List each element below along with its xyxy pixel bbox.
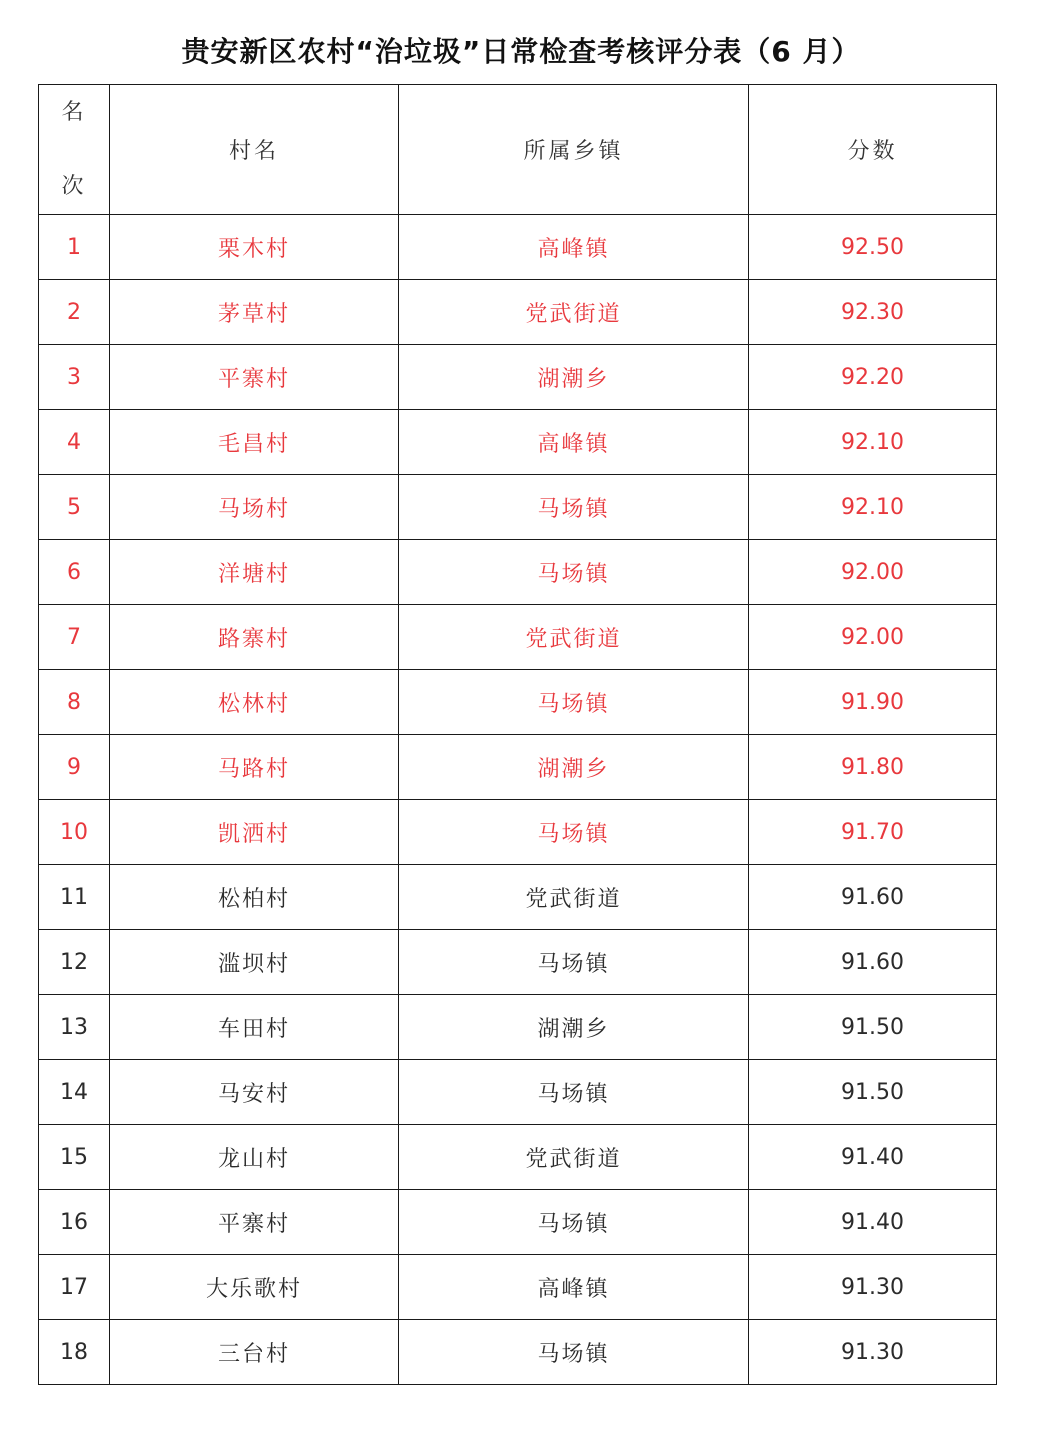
rank-cell: 16 (39, 1190, 110, 1255)
score-cell: 91.50 (749, 1060, 997, 1125)
table-row (39, 475, 997, 540)
township-cell: 马场镇 (399, 1060, 749, 1125)
rank-cell: 13 (39, 995, 110, 1060)
village-cell: 松林村 (110, 670, 399, 735)
table-row (39, 1125, 997, 1190)
rank-cell: 2 (39, 280, 110, 345)
header-rank-line1: 名 (61, 99, 87, 125)
village-cell: 毛昌村 (110, 410, 399, 475)
township-cell: 湖潮乡 (399, 735, 749, 800)
township-cell: 党武街道 (399, 605, 749, 670)
village-cell: 平寨村 (110, 1190, 399, 1255)
village-cell: 洋塘村 (110, 540, 399, 605)
rank-cell: 8 (39, 670, 110, 735)
village-cell: 大乐歌村 (110, 1255, 399, 1320)
score-cell: 92.30 (749, 280, 997, 345)
rank-cell: 11 (39, 865, 110, 930)
rank-cell: 1 (39, 215, 110, 280)
score-cell: 91.60 (749, 930, 997, 995)
rank-cell: 10 (39, 800, 110, 865)
township-cell: 湖潮乡 (399, 995, 749, 1060)
village-cell: 马安村 (110, 1060, 399, 1125)
score-cell: 91.40 (749, 1125, 997, 1190)
table-row (39, 345, 997, 410)
rank-cell: 9 (39, 735, 110, 800)
score-cell: 91.80 (749, 735, 997, 800)
score-table (38, 84, 997, 1385)
score-cell: 92.00 (749, 540, 997, 605)
header-rank-line2: 次 (61, 173, 87, 199)
table-row (39, 540, 997, 605)
header-score: 分数 (749, 85, 997, 215)
rank-cell: 15 (39, 1125, 110, 1190)
rank-cell: 7 (39, 605, 110, 670)
header-township: 所属乡镇 (399, 85, 749, 215)
score-cell: 91.50 (749, 995, 997, 1060)
township-cell: 马场镇 (399, 475, 749, 540)
village-cell: 马路村 (110, 735, 399, 800)
village-cell: 凯洒村 (110, 800, 399, 865)
township-cell: 高峰镇 (399, 215, 749, 280)
rank-cell: 4 (39, 410, 110, 475)
table-row (39, 1060, 997, 1125)
rank-cell: 3 (39, 345, 110, 410)
township-cell: 马场镇 (399, 930, 749, 995)
township-cell: 高峰镇 (399, 1255, 749, 1320)
page-title: 贵安新区农村“治垃圾”日常检查考核评分表（6 月） (181, 35, 861, 68)
rank-cell: 12 (39, 930, 110, 995)
score-cell: 92.50 (749, 215, 997, 280)
village-cell: 茅草村 (110, 280, 399, 345)
score-cell: 91.30 (749, 1320, 997, 1385)
township-cell: 马场镇 (399, 540, 749, 605)
village-cell: 车田村 (110, 995, 399, 1060)
table-row (39, 670, 997, 735)
score-cell: 91.40 (749, 1190, 997, 1255)
village-cell: 松柏村 (110, 865, 399, 930)
score-cell: 91.70 (749, 800, 997, 865)
village-cell: 平寨村 (110, 345, 399, 410)
rank-cell: 17 (39, 1255, 110, 1320)
rank-cell: 18 (39, 1320, 110, 1385)
table-row (39, 930, 997, 995)
village-cell: 龙山村 (110, 1125, 399, 1190)
village-cell: 栗木村 (110, 215, 399, 280)
table-row (39, 735, 997, 800)
score-cell: 91.90 (749, 670, 997, 735)
table-row (39, 1255, 997, 1320)
village-cell: 滥坝村 (110, 930, 399, 995)
table-row (39, 410, 997, 475)
header-row (39, 85, 997, 215)
header-village: 村名 (110, 85, 399, 215)
score-cell: 91.60 (749, 865, 997, 930)
rank-cell: 6 (39, 540, 110, 605)
township-cell: 高峰镇 (399, 410, 749, 475)
table-row (39, 605, 997, 670)
township-cell: 党武街道 (399, 280, 749, 345)
table-header (39, 85, 997, 215)
township-cell: 马场镇 (399, 1320, 749, 1385)
village-cell: 马场村 (110, 475, 399, 540)
township-cell: 湖潮乡 (399, 345, 749, 410)
score-cell: 92.20 (749, 345, 997, 410)
table-row (39, 995, 997, 1060)
township-cell: 马场镇 (399, 800, 749, 865)
score-cell: 92.10 (749, 475, 997, 540)
rank-cell: 14 (39, 1060, 110, 1125)
table-row (39, 1190, 997, 1255)
village-cell: 三台村 (110, 1320, 399, 1385)
score-cell: 91.30 (749, 1255, 997, 1320)
table-row (39, 800, 997, 865)
table-row (39, 1320, 997, 1385)
score-cell: 92.00 (749, 605, 997, 670)
township-cell: 马场镇 (399, 670, 749, 735)
township-cell: 马场镇 (399, 1190, 749, 1255)
score-cell: 92.10 (749, 410, 997, 475)
township-cell: 党武街道 (399, 1125, 749, 1190)
township-cell: 党武街道 (399, 865, 749, 930)
table-row (39, 865, 997, 930)
rank-header-stack (39, 99, 109, 199)
header-rank (39, 85, 110, 215)
table-body (39, 215, 997, 1385)
rank-cell: 5 (39, 475, 110, 540)
village-cell: 路寨村 (110, 605, 399, 670)
table-row (39, 280, 997, 345)
table-row (39, 215, 997, 280)
